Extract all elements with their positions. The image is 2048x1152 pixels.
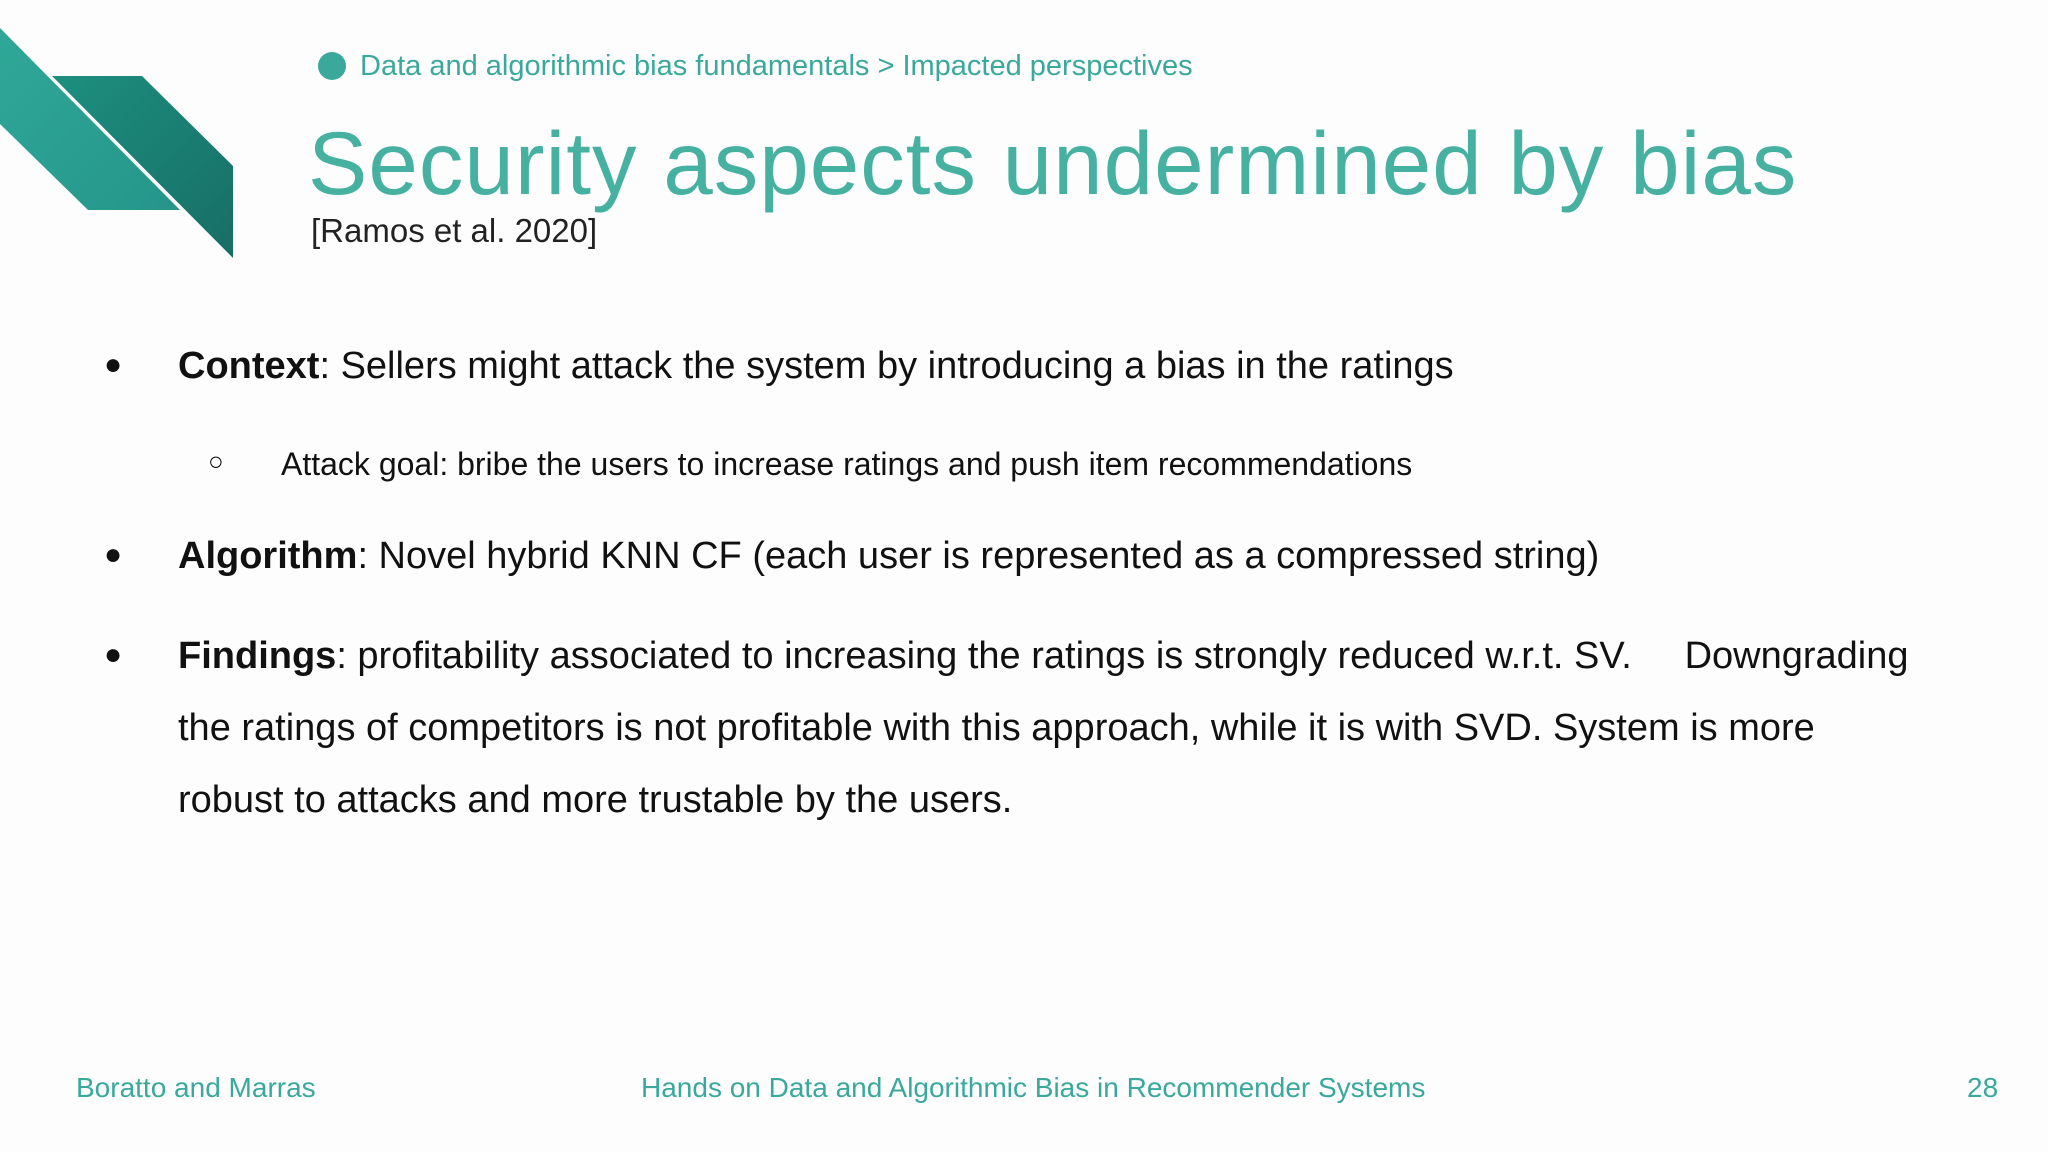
page-title: Security aspects undermined by bias <box>308 113 1798 213</box>
bullet-text: : Novel hybrid KNN CF (each user is represented as a compressed string) <box>357 535 1600 577</box>
bullet-findings <box>178 620 1909 692</box>
footer-page-number: 28 <box>1967 1072 1999 1103</box>
breadcrumb-dot-icon <box>318 52 346 80</box>
bullet-dot-icon: ● <box>104 348 123 381</box>
bullet-text-line: : profitability associated to increasing the ratings is strongly reduced w.r.t. SV. Downgrading <box>336 635 1909 677</box>
bullet-text: : Sellers might attack the system by introducing a bias in the ratings <box>319 345 1454 387</box>
bullet-algorithm <box>178 520 1599 592</box>
logo-stripes-icon <box>0 0 240 262</box>
footer-title: Hands on Data and Algorithmic Bias in Recommender Systems <box>641 1072 1426 1103</box>
footer-authors: Boratto and Marras <box>76 1072 316 1103</box>
bullet-label: Findings <box>178 635 337 677</box>
breadcrumb-text: Data and algorithmic bias fundamentals > Impacted perspectives <box>360 49 1193 82</box>
bullet-label: Context <box>178 345 320 387</box>
bullet-findings-line-2: the ratings of competitors is not profitable with this approach, while it is with SVD. System is more <box>178 707 1815 749</box>
sub-bullet-attack-goal: Attack goal: bribe the users to increase ratings and push item recommendations <box>281 446 1413 482</box>
bullet-dot-icon: ● <box>104 538 123 571</box>
bullet-label: Algorithm <box>178 535 358 577</box>
bullet-context <box>178 330 1454 402</box>
bullet-dot-icon: ● <box>104 638 123 671</box>
citation: [Ramos et al. 2020] <box>311 212 598 249</box>
breadcrumb <box>318 48 1193 84</box>
sub-bullet-circle-icon: ○ <box>208 446 224 476</box>
bullet-findings-line-3: robust to attacks and more trustable by the users. <box>178 779 1013 821</box>
